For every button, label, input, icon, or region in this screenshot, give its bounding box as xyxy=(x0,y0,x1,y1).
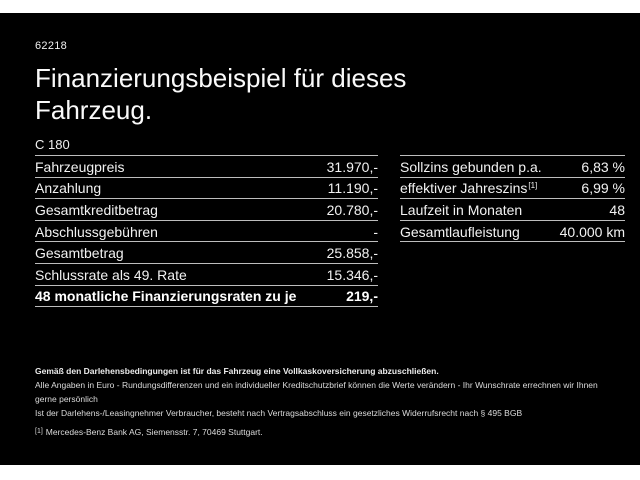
bottom-frame-strip xyxy=(0,465,640,480)
table-row xyxy=(400,220,625,242)
table-row xyxy=(35,198,378,220)
footnote-reference: [1] xyxy=(528,180,538,190)
row-label: Schlussrate als 49. Rate xyxy=(35,266,187,283)
table-row-monthly-rate xyxy=(35,285,378,307)
table-row xyxy=(35,177,378,199)
table-row xyxy=(35,241,378,263)
table-row xyxy=(400,198,625,220)
table-row xyxy=(400,155,625,177)
footnote-marker: [1] xyxy=(35,428,43,435)
page-title: Finanzierungsbeispiel für dieses Fahrzeug. xyxy=(35,63,407,125)
offer-code: 62218 xyxy=(35,40,68,52)
row-label: Gesamtkreditbetrag xyxy=(35,201,158,218)
disclaimer-line: Ist der Darlehens-/Leasingnehmer Verbraucher, besteht nach Vertragsabschluss ein gesetzliches Widerrufsrecht nach § 495 BGB xyxy=(35,408,523,418)
row-label: Anzahlung xyxy=(35,180,102,197)
row-value: - xyxy=(373,223,378,240)
financing-table xyxy=(35,155,378,307)
table-row xyxy=(400,177,625,199)
row-value: 25.858,- xyxy=(326,245,378,262)
conditions-table xyxy=(400,155,625,242)
row-value: 6,83 % xyxy=(581,158,625,175)
row-value: 31.970,- xyxy=(326,158,378,175)
row-value: 11.190,- xyxy=(327,180,378,197)
row-label: Fahrzeugpreis xyxy=(35,158,125,175)
bank-footnote xyxy=(35,425,610,439)
row-value: 219,- xyxy=(346,288,378,305)
disclaimer-block xyxy=(35,364,610,439)
row-label: effektiver Jahreszins[1] xyxy=(400,180,538,197)
row-label: Abschlussgebühren xyxy=(35,223,158,240)
row-label: Sollzins gebunden p.a. xyxy=(400,158,542,175)
table-row xyxy=(35,155,378,177)
row-label: 48 monatliche Finanzierungsraten zu je xyxy=(35,288,297,305)
table-row xyxy=(35,263,378,285)
row-value: 40.000 km xyxy=(559,223,625,240)
row-value: 20.780,- xyxy=(326,201,378,218)
row-value: 48 xyxy=(609,201,625,218)
row-label: Gesamtbetrag xyxy=(35,245,124,262)
table-row xyxy=(35,220,378,242)
row-value: 15.346,- xyxy=(326,266,378,283)
disclaimer-line: Alle Angaben in Euro - Rundungsdifferenzen und ein individueller Kreditschutzbrief können die Werte verändern - Ihr Wunschrate errechnen wir Ihnen gerne persönlich xyxy=(35,380,598,404)
footnote-text: Mercedes-Benz Bank AG, Siemensstr. 7, 70469 Stuttgart. xyxy=(45,427,263,437)
vehicle-model-label: C 180 xyxy=(35,137,70,152)
row-value: 6,99 % xyxy=(581,180,625,197)
insurance-requirement-note: Gemäß den Darlehensbedingungen ist für das Fahrzeug eine Vollkaskoversicherung abzuschließen. xyxy=(35,366,439,376)
row-label: Gesamtlaufleistung xyxy=(400,223,520,240)
top-frame-strip xyxy=(0,0,640,13)
row-label: Laufzeit in Monaten xyxy=(400,201,523,218)
